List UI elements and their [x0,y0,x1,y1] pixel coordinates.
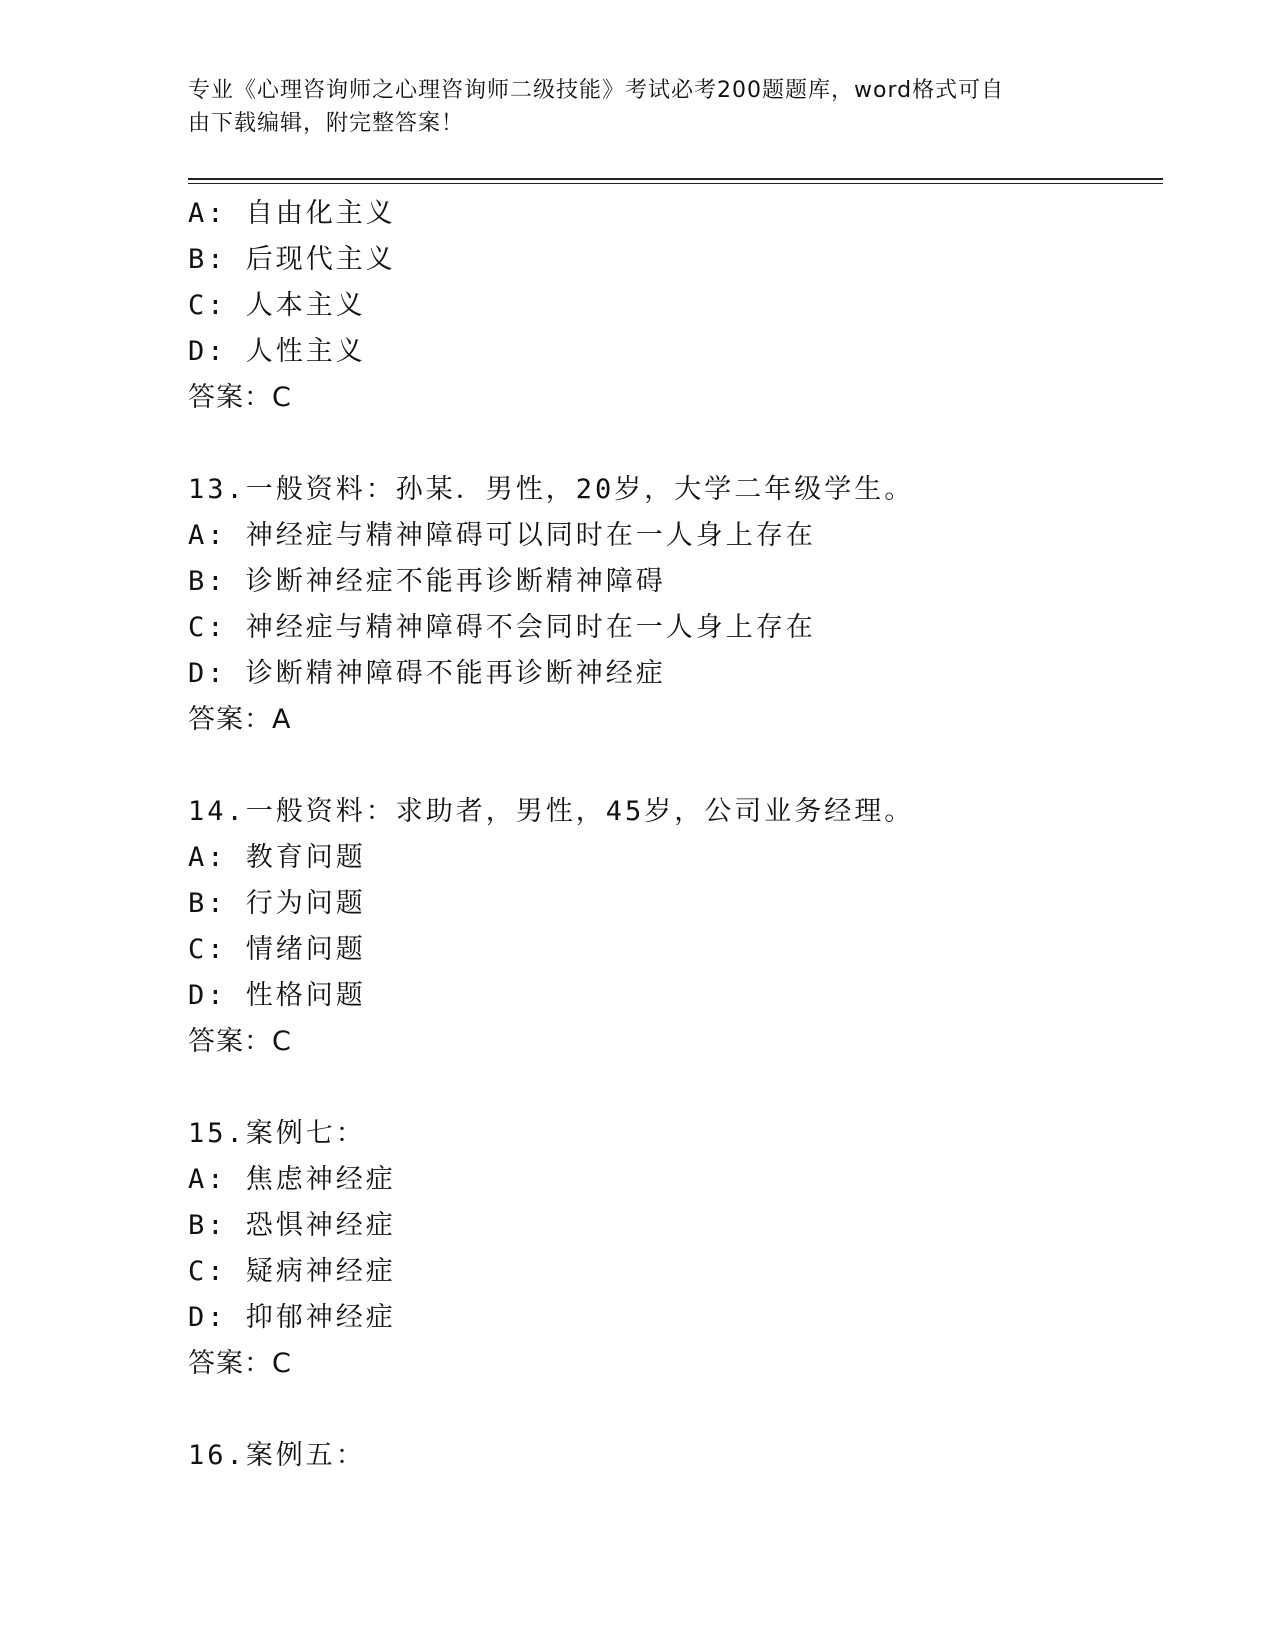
question-list [188,191,1163,1479]
header-line-1: 专业《心理咨询师之心理咨询师二级技能》考试必考200题题库，word格式可自 [188,78,1005,103]
spacer [188,1065,1163,1111]
question-title: 13.一般资料：孙某．男性，20岁，大学二年级学生。 [188,474,915,505]
question-13-block [188,467,1163,743]
option-a: A: 焦虑神经症 [188,1164,396,1195]
question-title: 16.案例五： [188,1440,366,1471]
option-d: D: 人性主义 [188,336,366,367]
option-d: D: 抑郁神经症 [188,1302,396,1333]
answer-line: 答案：A [188,704,292,735]
spacer [188,1387,1163,1433]
answer-line: 答案：C [188,1026,292,1057]
option-a: A: 神经症与精神障碍可以同时在一人身上存在 [188,520,816,551]
option-c: C: 疑病神经症 [188,1256,396,1287]
question-14-block [188,789,1163,1065]
answer-line: 答案：C [188,382,292,413]
option-b: B: 恐惧神经症 [188,1210,396,1241]
option-a: A: 教育问题 [188,842,366,873]
option-c: C: 人本主义 [188,290,366,321]
option-d: D: 诊断精神障碍不能再诊断神经症 [188,658,666,689]
option-c: C: 神经症与精神障碍不会同时在一人身上存在 [188,612,816,643]
option-a: A: 自由化主义 [188,198,396,229]
document-header [188,74,1068,140]
header-line-2: 由下载编辑，附完整答案！ [188,111,465,136]
answer-line: 答案：C [188,1348,292,1379]
option-b: B: 后现代主义 [188,244,396,275]
question-16-block [188,1433,1163,1479]
option-b: B: 行为问题 [188,888,366,919]
spacer [188,421,1163,467]
question-12-block [188,191,1163,421]
option-c: C: 情绪问题 [188,934,366,965]
question-title: 15.案例七： [188,1118,366,1149]
option-b: B: 诊断神经症不能再诊断精神障碍 [188,566,666,597]
spacer [188,743,1163,789]
header-divider-thin [188,183,1163,184]
question-title: 14.一般资料：求助者，男性，45岁，公司业务经理。 [188,796,915,827]
option-d: D: 性格问题 [188,980,366,1011]
question-15-block [188,1111,1163,1387]
header-divider-thick [188,178,1163,180]
